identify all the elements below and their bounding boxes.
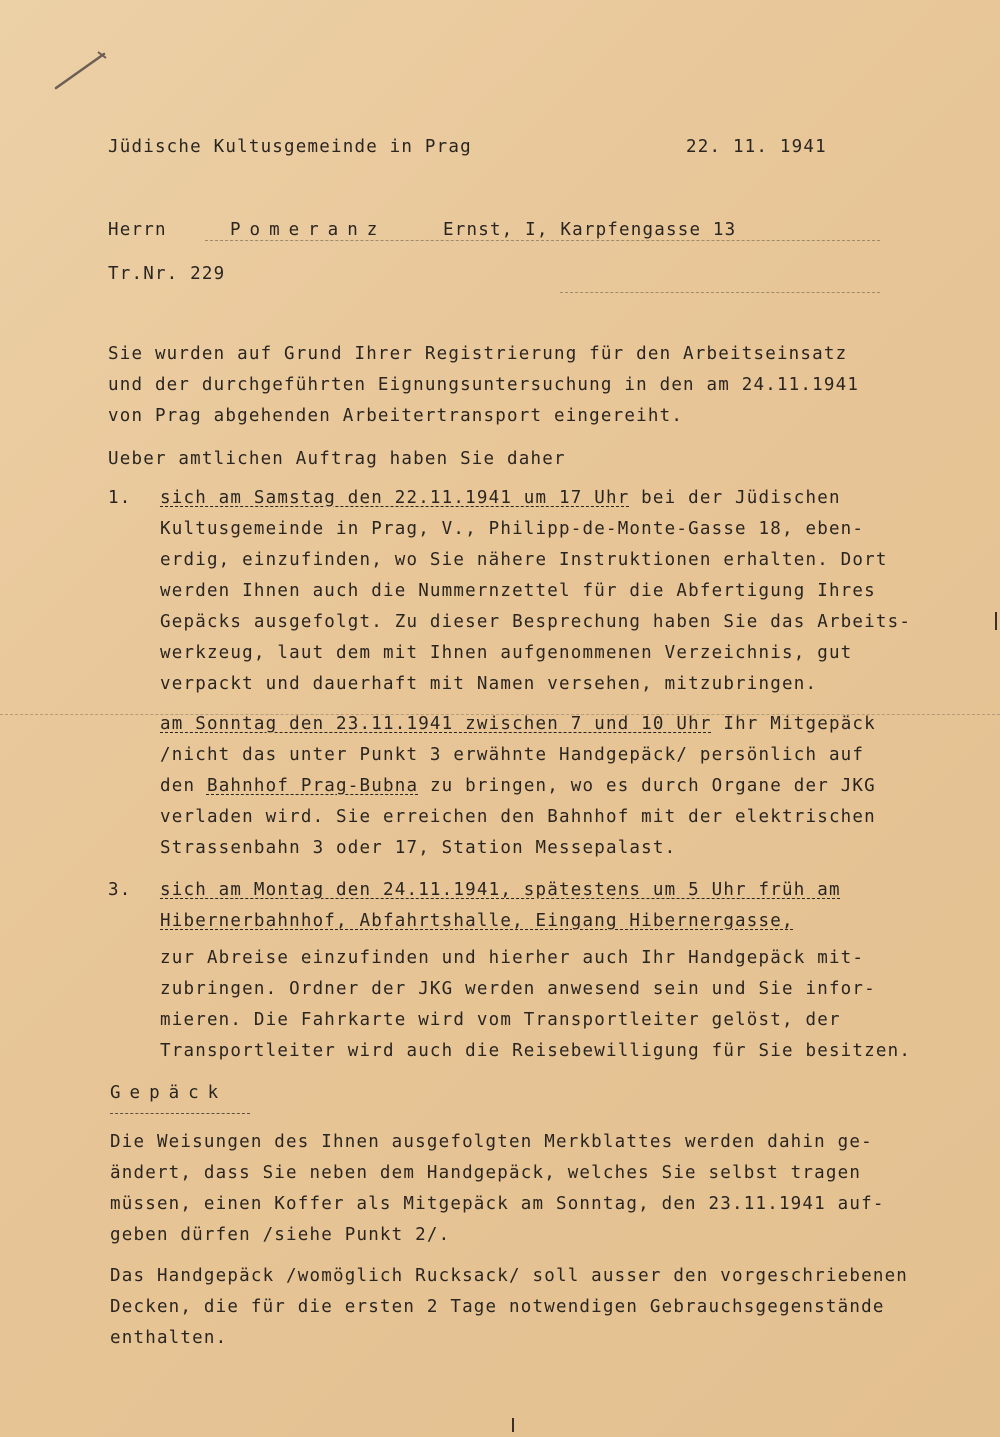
item-first-rest: bei der Jüdischen (629, 488, 841, 508)
item-line: Gepäcks ausgefolgt. Zu dieser Besprechung haben Sie das Arbeits- (160, 612, 912, 632)
address-dotted-line (205, 240, 880, 241)
item-line: zur Abreise einzufinden und hierher auch Ihr Handgepäck mit- (160, 948, 865, 968)
section-heading: Gepäck (110, 1083, 228, 1103)
item-line: zubringen. Ordner der JKG werden anwesend sein und Sie infor- (160, 979, 876, 999)
item-line: Strassenbahn 3 oder 17, Station Messepalast. (160, 838, 677, 858)
item-number: 1. (108, 488, 132, 508)
item-line: verladen wird. Sie erreichen den Bahnhof mit der elektrischen (160, 807, 876, 827)
station-rest: zu bringen, wo es durch Organe der JKG (418, 776, 876, 796)
item-first-line (160, 716, 876, 734)
intro-line: von Prag abgehenden Arbeitertransport eingereiht. (108, 406, 684, 426)
item-deadline-underlined: sich am Montag den 24.11.1941, spätestens um 5 Uhr früh am (160, 880, 841, 900)
item-line: mieren. Die Fahrkarte wird vom Transportleiter gelöst, der (160, 1010, 841, 1030)
recipient-surname: Pomeranz (230, 220, 387, 240)
station-underlined: Bahnhof Prag-Bubna (206, 776, 419, 796)
order-line: Ueber amtlichen Auftrag haben Sie daher (108, 449, 566, 469)
tr-dotted-line (560, 292, 880, 293)
luggage-line: geben dürfen /siehe Punkt 2/. (110, 1225, 451, 1245)
item-line: verpackt und dauerhaft mit Namen versehen, mitzubringen. (160, 674, 818, 694)
item-location-underlined: Hibernerbahnhof, Abfahrtshalle, Eingang Hibernergasse, (160, 911, 794, 931)
luggage-line: enthalten. (110, 1328, 228, 1348)
item-line: erdig, einzufinden, wo Sie nähere Instruktionen erhalten. Dort (160, 550, 888, 570)
item-line: Transportleiter wird auch die Reisebewilligung für Sie besitzen. (160, 1041, 912, 1061)
transport-number: Tr.Nr. 229 (108, 264, 226, 284)
item-line (160, 778, 876, 796)
luggage-line: Decken, die für die ersten 2 Tage notwendigen Gebrauchsgegenstände (110, 1297, 885, 1317)
intro-line: Sie wurden auf Grund Ihrer Registrierung für den Arbeitseinsatz (108, 344, 848, 364)
recipient-address: Ernst, I, Karpfengasse 13 (443, 220, 737, 240)
margin-tick (512, 1418, 514, 1432)
luggage-line: Die Weisungen des Ihnen ausgefolgten Merkblattes werden dahin ge- (110, 1132, 873, 1152)
heading-underline (110, 1113, 250, 1114)
intro-line: und der durchgeführten Eignungsuntersuchung in den am 24.11.1941 (108, 375, 860, 395)
item-number: 3. (108, 880, 132, 900)
item-line-prefix: den (160, 776, 207, 796)
item-line: Kultusgemeinde in Prag, V., Philipp-de-Monte-Gasse 18, eben- (160, 519, 865, 539)
luggage-line: ändert, dass Sie neben dem Handgepäck, welches Sie selbst tragen (110, 1163, 862, 1183)
item-first-rest: Ihr Mitgepäck (711, 714, 876, 734)
item-deadline-underlined: sich am Samstag den 22.11.1941 um 17 Uhr (160, 488, 630, 508)
luggage-line: Das Handgepäck /womöglich Rucksack/ soll ausser den vorgeschriebenen (110, 1266, 909, 1286)
item-deadline-underlined: am Sonntag den 23.11.1941 zwischen 7 und 10 Uhr (160, 714, 712, 734)
luggage-line: müssen, einen Koffer als Mitgepäck am Sonntag, den 23.11.1941 auf- (110, 1194, 885, 1214)
salutation: Herrn (108, 220, 167, 240)
organization-name: Jüdische Kultusgemeinde in Prag (108, 137, 472, 157)
item-line: /nicht das unter Punkt 3 erwähnte Handgepäck/ persönlich auf (160, 745, 865, 765)
item-line: werden Ihnen auch die Nummernzettel für die Abfertigung Ihres (160, 581, 876, 601)
item-first-line (160, 490, 841, 508)
item-line: werkzeug, laut dem mit Ihnen aufgenommenen Verzeichnis, gut (160, 643, 853, 663)
margin-tick (995, 612, 997, 630)
paperclip-mark (52, 48, 110, 92)
letter-date: 22. 11. 1941 (686, 137, 827, 157)
